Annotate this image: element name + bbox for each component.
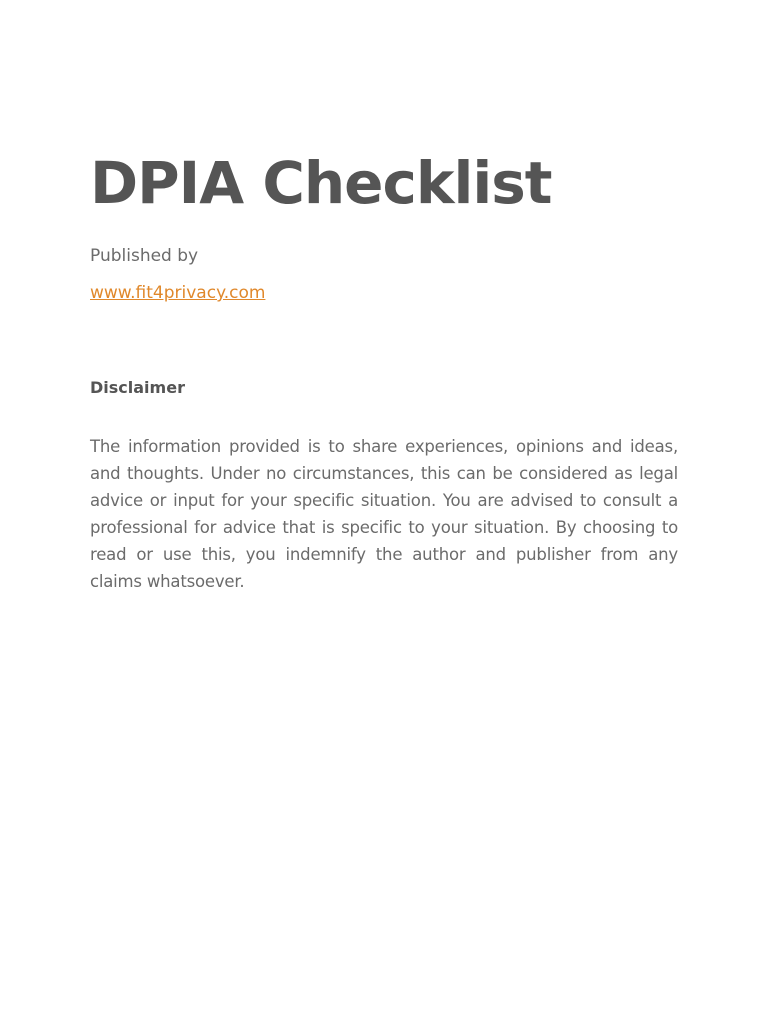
disclaimer-heading: Disclaimer xyxy=(90,378,185,397)
document-title: DPIA Checklist xyxy=(90,149,552,217)
published-by-label: Published by xyxy=(90,246,199,266)
disclaimer-text: The information provided is to share experiences, opinions and ideas, and thoughts. Under no circumstances, this can be considered as legal advice or input for your specific situation. You are advised to consult a professional for advice that is specific to your situation. By choosing to read or use this, you indemnify the author and publisher from any claims whatsoever. xyxy=(90,437,678,591)
website-link[interactable]: www.fit4privacy.com xyxy=(90,283,266,303)
